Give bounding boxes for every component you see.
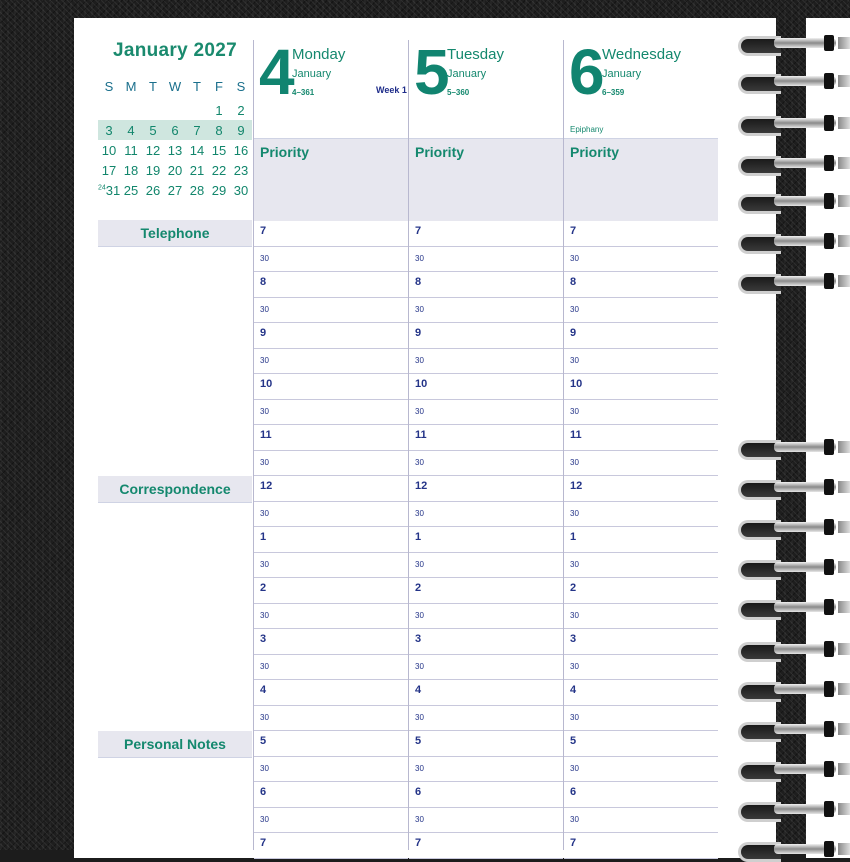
time-label: 12	[570, 480, 583, 492]
time-label: 8	[415, 276, 422, 288]
mini-calendar-day[interactable]: 4	[127, 122, 135, 138]
mini-calendar-day[interactable]: 6	[171, 122, 179, 138]
time-label: 9	[260, 327, 267, 339]
half-hour-slot[interactable]	[254, 603, 408, 630]
personal-notes-section	[98, 731, 252, 758]
time-label: 8	[570, 276, 577, 288]
half-hour-slot[interactable]	[254, 399, 408, 426]
priority-box[interactable]	[409, 138, 563, 221]
time-label: 9	[570, 327, 577, 339]
hour-slot[interactable]	[254, 730, 408, 757]
half-hour-slot[interactable]	[409, 603, 563, 630]
half-hour-slot[interactable]	[564, 552, 718, 579]
time-label: 30	[570, 406, 579, 416]
telephone-label: Telephone	[140, 225, 210, 241]
time-label: 30	[260, 304, 269, 314]
weekday-header: T	[149, 78, 157, 94]
half-hour-slot[interactable]	[409, 807, 563, 834]
hour-slot[interactable]	[409, 781, 563, 808]
time-label: 30	[570, 304, 579, 314]
hour-slot[interactable]	[409, 730, 563, 757]
day-name: Monday	[292, 46, 346, 63]
mini-calendar-day[interactable]: 30	[233, 182, 249, 198]
time-label: 30	[570, 610, 579, 620]
day-month: January	[447, 68, 487, 80]
half-hour-slot[interactable]	[409, 756, 563, 783]
time-label: 30	[570, 457, 579, 467]
mini-calendar-day[interactable]: 5	[149, 122, 157, 138]
half-hour-slot[interactable]	[564, 348, 718, 375]
mini-calendar-day[interactable]: 16	[233, 142, 249, 158]
half-hour-slot[interactable]	[409, 246, 563, 273]
weekday-header: S	[236, 78, 246, 94]
day-number: 5	[414, 36, 447, 108]
hour-slot[interactable]	[254, 220, 408, 247]
hour-slot[interactable]	[564, 424, 718, 451]
half-hour-slot[interactable]	[254, 756, 408, 783]
time-label: 7	[260, 225, 267, 237]
mini-calendar-day[interactable]: 20	[167, 162, 183, 178]
hour-slot[interactable]	[564, 373, 718, 400]
time-label: 30	[260, 610, 269, 620]
weekday-header: W	[168, 78, 182, 94]
hour-slot[interactable]	[254, 526, 408, 553]
time-label: 6	[570, 786, 577, 798]
time-label: 30	[570, 253, 579, 263]
time-label: 8	[260, 276, 267, 288]
time-label: 5	[570, 735, 577, 747]
time-label: 7	[415, 225, 422, 237]
hour-slot[interactable]	[254, 832, 408, 859]
mini-calendar-day[interactable]: 18	[123, 162, 139, 178]
spiral-ring	[738, 760, 850, 778]
half-hour-slot[interactable]	[564, 654, 718, 681]
time-label: 30	[570, 814, 579, 824]
time-label: 30	[415, 610, 424, 620]
spiral-ring	[738, 720, 850, 738]
hour-slot[interactable]	[254, 475, 408, 502]
mini-calendar-week-row	[98, 180, 252, 200]
time-label: 30	[570, 712, 579, 722]
time-label: 3	[570, 633, 577, 645]
time-label: 30	[415, 661, 424, 671]
hour-slot[interactable]	[564, 781, 718, 808]
mini-calendar-week-row	[98, 160, 252, 180]
hour-slot[interactable]	[564, 526, 718, 553]
mini-calendar-day[interactable]: 8	[215, 122, 223, 138]
half-hour-slot[interactable]	[564, 399, 718, 426]
half-hour-slot[interactable]	[409, 297, 563, 324]
hour-slot[interactable]	[564, 577, 718, 604]
time-label: 3	[260, 633, 267, 645]
time-label: 30	[415, 253, 424, 263]
hour-slot[interactable]	[564, 322, 718, 349]
spiral-ring	[738, 598, 850, 616]
day-name: Wednesday	[602, 46, 681, 63]
time-label: 2	[260, 582, 267, 594]
time-label: 30	[260, 355, 269, 365]
hour-slot[interactable]	[254, 781, 408, 808]
half-hour-slot[interactable]	[564, 807, 718, 834]
spiral-ring	[738, 232, 850, 250]
mini-calendar-day[interactable]: $^{24}$31	[98, 182, 121, 198]
mini-calendar-title: January 2027	[112, 40, 238, 61]
half-hour-slot[interactable]	[409, 348, 563, 375]
time-label: 30	[260, 559, 269, 569]
spiral-ring	[738, 272, 850, 290]
half-hour-slot[interactable]	[564, 450, 718, 477]
half-hour-slot[interactable]	[564, 501, 718, 528]
correspondence-section	[98, 476, 252, 503]
telephone-section	[98, 220, 252, 247]
time-label: 30	[260, 508, 269, 518]
spiral-ring	[738, 558, 850, 576]
time-label: 1	[260, 531, 267, 543]
mini-calendar-day[interactable]: 22	[211, 162, 227, 178]
spiral-ring	[738, 840, 850, 858]
time-label: 4	[415, 684, 422, 696]
half-hour-slot[interactable]	[564, 603, 718, 630]
priority-label: Priority	[570, 144, 620, 160]
day-name: Tuesday	[447, 46, 504, 63]
time-label: 30	[570, 661, 579, 671]
half-hour-slot[interactable]	[409, 501, 563, 528]
hour-slot[interactable]	[254, 373, 408, 400]
time-label: 30	[570, 508, 579, 518]
day-month: January	[602, 68, 642, 80]
hour-slot[interactable]	[254, 322, 408, 349]
time-label: 30	[415, 355, 424, 365]
time-label: 30	[415, 712, 424, 722]
time-label: 6	[260, 786, 267, 798]
hour-slot[interactable]	[254, 679, 408, 706]
time-label: 30	[260, 661, 269, 671]
half-hour-slot[interactable]	[409, 705, 563, 732]
half-hour-slot[interactable]	[564, 756, 718, 783]
mini-calendar-day[interactable]: 15	[211, 142, 227, 158]
time-label: 30	[570, 559, 579, 569]
mini-calendar-day[interactable]: 29	[211, 182, 227, 198]
hour-slot[interactable]	[564, 679, 718, 706]
mini-calendar-day[interactable]: 28	[189, 182, 205, 198]
time-label: 3	[415, 633, 422, 645]
half-hour-slot[interactable]	[254, 501, 408, 528]
hour-slot[interactable]	[564, 628, 718, 655]
hour-slot[interactable]	[409, 424, 563, 451]
mini-calendar-day[interactable]: 1	[215, 102, 223, 118]
time-label: 2	[415, 582, 422, 594]
hour-slot[interactable]	[409, 577, 563, 604]
mini-calendar-day[interactable]: 17	[101, 162, 117, 178]
time-label: 7	[260, 837, 267, 849]
hour-slot[interactable]	[564, 730, 718, 757]
spiral-ring	[738, 640, 850, 658]
hour-slot[interactable]	[254, 271, 408, 298]
time-label: 10	[415, 378, 428, 390]
time-label: 9	[415, 327, 422, 339]
half-hour-slot[interactable]	[254, 654, 408, 681]
priority-label: Priority	[415, 144, 465, 160]
time-label: 30	[415, 814, 424, 824]
half-hour-slot[interactable]	[254, 297, 408, 324]
day-of-year-count: 4–361	[292, 88, 315, 97]
hour-slot[interactable]	[409, 271, 563, 298]
mini-calendar-day[interactable]: 14	[189, 142, 205, 158]
day-month: January	[292, 68, 332, 80]
week-label: Week 1	[376, 85, 407, 95]
spiral-ring	[738, 438, 850, 456]
half-hour-slot[interactable]	[564, 297, 718, 324]
priority-box[interactable]	[254, 138, 408, 221]
hour-slot[interactable]	[254, 577, 408, 604]
mini-calendar-day[interactable]: 23	[233, 162, 249, 178]
mini-calendar-day[interactable]: 3	[105, 122, 113, 138]
half-hour-slot[interactable]	[254, 246, 408, 273]
weekday-header: M	[125, 78, 137, 94]
spiral-ring	[738, 114, 850, 132]
spiral-ring	[738, 800, 850, 818]
weekday-header: T	[193, 78, 201, 94]
half-hour-slot[interactable]	[409, 399, 563, 426]
time-label: 11	[570, 429, 582, 441]
mini-calendar-week-row	[98, 120, 252, 140]
time-label: 7	[415, 837, 422, 849]
hour-slot[interactable]	[409, 373, 563, 400]
mini-calendar-day[interactable]: 9	[237, 122, 245, 138]
time-label: 10	[260, 378, 273, 390]
hour-slot[interactable]	[564, 220, 718, 247]
time-label: 12	[415, 480, 428, 492]
hour-slot[interactable]	[409, 526, 563, 553]
time-label: 11	[260, 429, 272, 441]
day-of-year-count: 5–360	[447, 88, 470, 97]
time-label: 30	[415, 559, 424, 569]
correspondence-label: Correspondence	[119, 481, 231, 497]
mini-calendar-day[interactable]: 26	[145, 182, 161, 198]
time-label: 5	[415, 735, 422, 747]
holiday-label: Epiphany	[570, 125, 604, 134]
half-hour-slot[interactable]	[564, 246, 718, 273]
weekday-header: S	[104, 78, 114, 94]
priority-box[interactable]	[564, 138, 718, 221]
time-label: 30	[415, 457, 424, 467]
time-label: 30	[260, 814, 269, 824]
personal-notes-label: Personal Notes	[124, 736, 226, 752]
time-label: 5	[260, 735, 267, 747]
spiral-ring	[738, 154, 850, 172]
spiral-ring	[738, 680, 850, 698]
hour-slot[interactable]	[564, 271, 718, 298]
time-label: 1	[415, 531, 422, 543]
time-label: 30	[260, 712, 269, 722]
time-label: 30	[260, 457, 269, 467]
half-hour-slot[interactable]	[409, 450, 563, 477]
hour-slot[interactable]	[409, 679, 563, 706]
spiral-ring	[738, 478, 850, 496]
mini-calendar-day[interactable]: 19	[145, 162, 161, 178]
mini-calendar-day[interactable]: 13	[167, 142, 183, 158]
mini-calendar-weekday-row	[98, 76, 252, 96]
mini-calendar-day[interactable]: 27	[167, 182, 183, 198]
mini-calendar-day[interactable]: 2	[237, 102, 245, 118]
time-label: 1	[570, 531, 577, 543]
mini-calendar	[98, 40, 252, 200]
time-label: 10	[570, 378, 583, 390]
time-label: 30	[415, 763, 424, 773]
time-label: 30	[260, 253, 269, 263]
hour-slot[interactable]	[254, 424, 408, 451]
mini-calendar-day[interactable]: 7	[193, 122, 201, 138]
hour-slot[interactable]	[564, 832, 718, 859]
half-hour-slot[interactable]	[254, 450, 408, 477]
mini-calendar-grid	[98, 76, 252, 200]
time-label: 6	[415, 786, 422, 798]
mini-calendar-day[interactable]: 25	[123, 182, 139, 198]
day-of-year-count: 6–359	[602, 88, 625, 97]
hour-slot[interactable]	[254, 628, 408, 655]
spiral-ring	[738, 518, 850, 536]
priority-label: Priority	[260, 144, 310, 160]
half-hour-slot[interactable]	[254, 807, 408, 834]
time-label: 30	[415, 304, 424, 314]
time-label: 30	[415, 406, 424, 416]
hour-slot[interactable]	[409, 628, 563, 655]
half-hour-slot[interactable]	[409, 552, 563, 579]
day-number: 4	[259, 36, 292, 108]
weekday-header: F	[215, 78, 223, 94]
time-label: 2	[570, 582, 577, 594]
half-hour-slot[interactable]	[564, 705, 718, 732]
mini-calendar-week-row	[98, 100, 252, 120]
time-label: 30	[415, 508, 424, 518]
half-hour-slot[interactable]	[409, 654, 563, 681]
time-label: 30	[260, 406, 269, 416]
time-label: 4	[260, 684, 267, 696]
mini-calendar-day[interactable]: 21	[189, 162, 205, 178]
half-hour-slot[interactable]	[254, 552, 408, 579]
hour-slot[interactable]	[409, 832, 563, 859]
mini-calendar-day[interactable]: 11	[124, 142, 138, 158]
hour-slot[interactable]	[409, 322, 563, 349]
spiral-ring	[738, 192, 850, 210]
mini-calendar-day[interactable]: 12	[145, 142, 161, 158]
spiral-ring	[738, 34, 850, 52]
time-label: 7	[570, 225, 577, 237]
day-number: 6	[569, 36, 602, 108]
mini-calendar-day[interactable]: 10	[101, 142, 117, 158]
hour-slot[interactable]	[564, 475, 718, 502]
time-label: 30	[570, 355, 579, 365]
time-label: 30	[260, 763, 269, 773]
half-hour-slot[interactable]	[254, 705, 408, 732]
half-hour-slot[interactable]	[254, 348, 408, 375]
hour-slot[interactable]	[409, 220, 563, 247]
time-label: 12	[260, 480, 273, 492]
hour-slot[interactable]	[409, 475, 563, 502]
time-label: 30	[570, 763, 579, 773]
time-label: 7	[570, 837, 577, 849]
time-label: 11	[415, 429, 427, 441]
mini-calendar-week-row	[98, 140, 252, 160]
spiral-ring	[738, 72, 850, 90]
time-label: 4	[570, 684, 577, 696]
